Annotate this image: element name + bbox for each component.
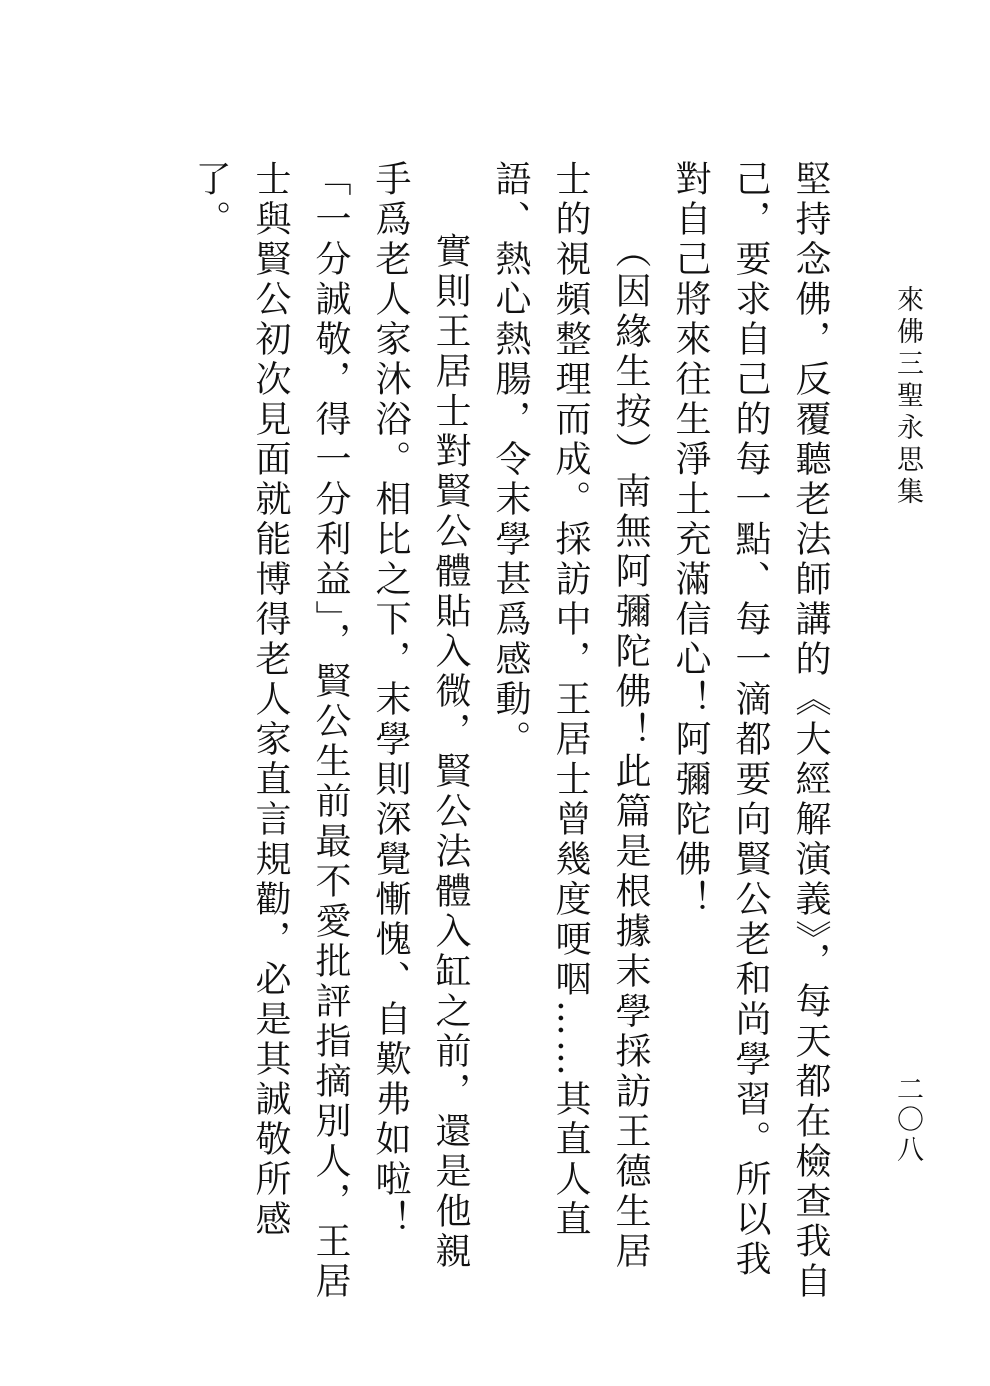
body-text <box>140 160 840 1310</box>
paragraph-1: 堅持念佛，反覆聽老法師講的《大經解演義》，每天都在檢查我自己，要求自己的每一點、每一滴都要向賢公老和尚學習。所以我對自己將來往生淨土充滿信心！阿彌陀佛！ <box>670 160 831 1302</box>
paragraph-2: （因緣生按）南無阿彌陀佛！此篇是根據末學採訪王德生居士的視頻整理而成。採訪中，王居士曾幾度哽咽……其直人直語、熱心熱腸，令末學甚爲感動。 <box>490 160 651 1272</box>
book-title: 來佛三聖永思集 <box>892 285 923 509</box>
paragraph-3: 實則王居士對賢公體貼入微，賢公法體入缸之前，還是他親手爲老人家沐浴。相比之下，末學則深覺慚愧、自歎弗如啦！「一分誠敬，得一分利益」，賢公生前最不愛批評指摘別人，王居士與賢公初次見面就能博得老人家直言規勸，必是其誠敬所感了。 <box>190 160 471 1302</box>
page-number: 二〇八 <box>892 1075 923 1165</box>
